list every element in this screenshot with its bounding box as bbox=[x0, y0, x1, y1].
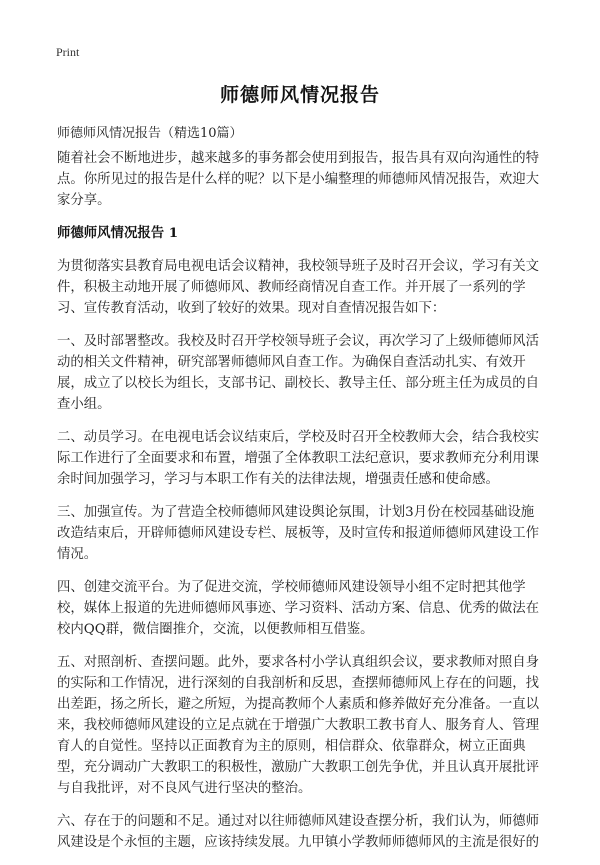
document-body bbox=[57, 148, 547, 865]
page-title: 师德师风情况报告 bbox=[219, 84, 380, 106]
body-paragraph: 六、存在于的问题和不足。通过对以往师德师风建设查摆分析，我们认为，师德师风建设是个永恒的主题，应该持续发展。九甲镇小学教师师德师风的主流是很好的 bbox=[57, 814, 540, 850]
document-subtitle: 师德师风情况报告（精选10篇） bbox=[57, 126, 243, 141]
body-paragraph: 为贯彻落实县教育局电视电话会议精神，我校领导班子及时召开会议，学习有关文件，积极主动地开展了师德师风、教师经商情况自查工作。并开展了一系列的学习、宣传教育活动，收到了较好的效果。现对自查情况报告如下： bbox=[57, 259, 540, 316]
body-paragraph: 五、对照剖析、查摆问题。此外，要求各村小学认真组织会议，要求教师对照自身的实际和工作情况，进行深刻的自我剖析和反思，查摆师德师风上存在的问题，找出差距，扬之所长，避之所短，为提高教师个人素质和修养做好充分准备。一直以来，我校师德师风建设的立足点就在于增强广大教职工教书育人、服务育人、管理育人的自觉性。坚持以正面教育为主的原则，相信群众、依靠群众，树立正面典型，充分调动广大教职工的积极性，激励广大教职工创先争优，并且认真开展批评与自我批评，对不良风气进行坚决的整治。 bbox=[57, 655, 540, 796]
body-paragraph: 四、创建交流平台。为了促进交流，学校师德师风建设领导小组不定时把其他学校，媒体上报道的先进师德师风事迹、学习资料、活动方案、信息、优秀的做法在校内QQ群，微信圈推介，交流，以便教师相互借鉴。 bbox=[57, 580, 540, 637]
section-heading: 师德师风情况报告 1 bbox=[57, 225, 179, 241]
body-paragraph: 一、及时部署整改。我校及时召开学校领导班子会议，再次学习了上级师德师风活动的相关文件精神，研究部署师德师风自查工作。为确保自查活动扎实、有效开展，成立了以校长为组长，支部书记、副校长、教导主任、部分班主任为成员的自查小组。 bbox=[57, 334, 540, 412]
intro-paragraph: 随着社会不断地进步，越来越多的事务都会使用到报告，报告具有双向沟通性的特点。你所见过的报告是什么样的呢？以下是小编整理的师德师风情况报告，欢迎大家分享。 bbox=[57, 151, 540, 208]
print-link[interactable]: Print bbox=[56, 45, 80, 59]
body-paragraph: 三、加强宣传。为了营造全校师德师风建设舆论氛围，计划3月份在校园基础设施改造结束后，开辟师德师风建设专栏、展板等，及时宣传和报道师德师风建设工作情况。 bbox=[57, 505, 540, 562]
body-paragraph: 二、动员学习。在电视电话会议结束后，学校及时召开全校教师大会，结合我校实际工作进行了全面要求和布置，增强了全体教职工法纪意识，要求教师充分利用课余时间加强学习，学习与本职工作有关的法律法规，增强责任感和使命感。 bbox=[57, 430, 540, 487]
